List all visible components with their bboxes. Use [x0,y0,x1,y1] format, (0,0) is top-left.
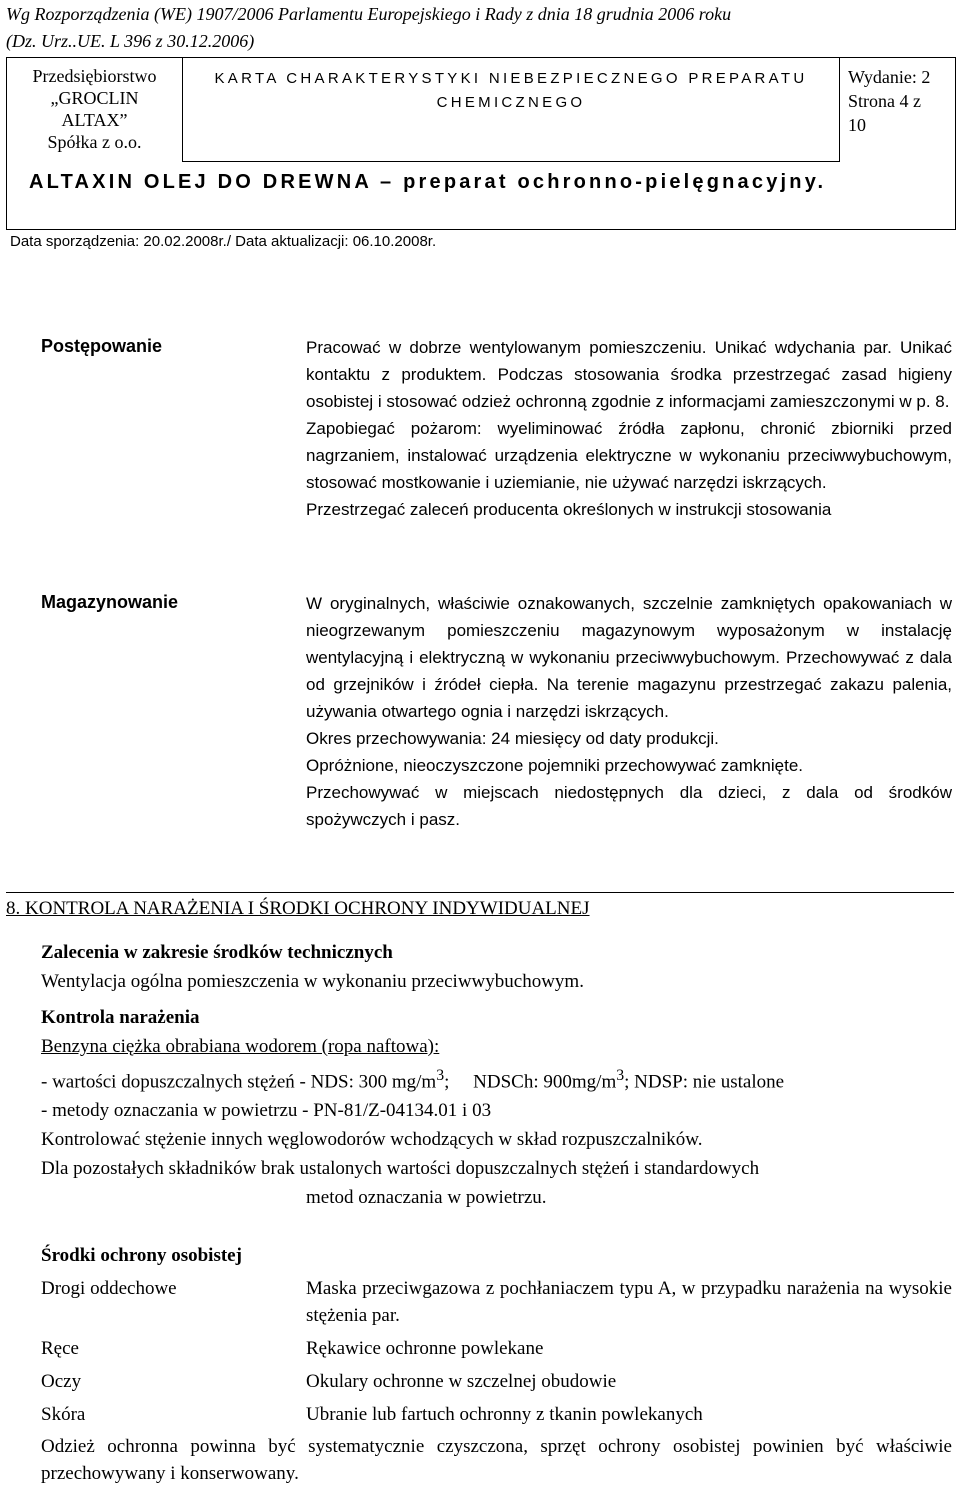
storage-paragraph: Okres przechowywania: 24 miesięcy od daty produkcji. [306,729,719,748]
storage-label: Magazynowanie [41,592,179,612]
storage-paragraph: W oryginalnych, właściwie oznakowanych, szczelnie zamkniętych opakowaniach w nieogrzewanym pomieszczeniu magazynowym wyposażonym w instalację wentylacyjną i elektryczną w wykonaniu przeciwwybuchowym. Przechowywać z dala od grzejników i źródeł ciepła. Na terenie magazynu przestrzegać zakazu palenia, używania otwartego ognia i narzędzi iskrzących. [306,594,952,721]
closing-note-text: Odzież ochronna powinna być systematycznie czyszczona, sprzęt ochrony osobistej powinien być właściwie przechowywany i konserwowany. [41,1436,952,1484]
exposure-control-heading: Kontrola narażenia [41,1007,200,1028]
limits-ndsch: ; NDSCh: 900mg/m [444,1071,617,1093]
ppe-label: Skóra [41,1404,86,1425]
ppe-label: Oczy [41,1371,82,1392]
document-header-box [6,57,956,230]
document-title-line: KARTA CHARAKTERYSTYKI NIEBEZPIECZNEGO PREPARATU [214,70,808,87]
control-note: Kontrolować stężenie innych węglowodorów wchodzących w skład rozpuszczalników. [41,1129,703,1151]
document-dates: Data sporządzenia: 20.02.2008r./ Data aktualizacji: 06.10.2008r. [10,233,437,250]
product-name-description: – preparat ochronno-pielęgnacyjny. [380,171,827,193]
technical-measures-heading: Zalecenia w zakresie środków technicznych [41,942,393,963]
ppe-value: Ubranie lub fartuch ochronny z tkanin powlekanych [306,1404,703,1425]
unit-superscript: 3 [436,1067,445,1084]
regulation-journal: (Dz. Urz..UE. L 396 z 30.12.2006) [6,31,255,51]
storage-text [306,590,952,833]
company-name [7,58,183,162]
handling-paragraph: Pracować w dobrze wentylowanym pomieszczeniu. Unikać wdychania par. Unikać kontaktu z produktem. Podczas stosowania środka przestrzegać zasad higieny osobistej i stosować odzież ochronną zgodnie z informacjami zamieszczonymi w p. 8. [306,338,952,411]
ppe-label: Ręce [41,1338,79,1359]
issue-info [840,58,955,162]
page-number: Strona 4 z [848,91,921,111]
exposure-limits [41,1061,952,1096]
unit-superscript: 3 [616,1067,625,1084]
regulation-reference: Wg Rozporządzenia (WE) 1907/2006 Parlamentu Europejskiego i Rady z dnia 18 grudnia 2006 roku [6,4,732,24]
document-title [183,58,840,162]
handling-paragraph: Zapobiegać pożarom: wyeliminować źródła zapłonu, chronić zbiorniki przed nagrzaniem, instalować urządzenia elektryczne w wykonaniu przeciwwybuchowym, stosować mostkowanie i uziemianie, nie używać narzędzi iskrzących. [306,419,952,492]
other-components-note [41,1154,952,1212]
handling-label: Postępowanie [41,336,163,356]
technical-measures-text: Wentylacja ogólna pomieszczenia w wykonaniu przeciwwybuchowym. [41,971,584,992]
ppe-value: Rękawice ochronne powlekane [306,1338,544,1359]
company-line: Spółka z o.o. [47,132,142,152]
ppe-heading: Środki ochrony osobistej [41,1245,242,1266]
document-title-line: CHEMICZNEGO [436,94,586,111]
product-name [29,171,826,194]
company-line: Przedsiębiorstwo [32,66,157,86]
technical-measures [41,938,952,996]
limits-nds: - wartości dopuszczalnych stężeń - NDS: 300 mg/m [41,1071,437,1093]
handling-text [306,334,952,523]
company-line: ALTAX” [61,110,128,130]
substance-name: Benzyna ciężka obrabiana wodorem (ropa naftowa): [41,1036,440,1057]
ppe-value: Maska przeciwgazowa z pochłaniaczem typu A, w przypadku narażenia na wysokie stężenia par. [306,1278,952,1326]
storage-paragraph: Opróżnione, nieoczyszczone pojemniki przechowywać zamknięte. [306,756,804,775]
section-8-title: 8. KONTROLA NARAŻENIA I ŚRODKI OCHRONY INDYWIDUALNEJ [6,898,590,919]
storage-paragraph: Przechowywać w miejscach niedostępnych dla dzieci, z dala od środków spożywczych i pasz. [306,783,952,829]
issue-number: Wydanie: 2 [848,67,931,87]
section-divider [6,892,954,893]
closing-note [41,1433,952,1487]
exposure-control [41,1003,952,1212]
limits-ndsp: ; NDSP: nie ustalone [624,1071,785,1093]
ppe-heading-block [41,1241,952,1270]
measurement-methods: - metody oznaczania w powietrzu - PN-81/Z-04134.01 i 03 [41,1100,492,1122]
handling-paragraph: Przestrzegać zaleceń producenta określonych w instrukcji stosowania [306,500,832,519]
other-components-line: metod oznaczania w powietrzu. [306,1187,547,1209]
page-total: 10 [848,115,866,135]
ppe-label: Drogi oddechowe [41,1278,177,1299]
other-components-line: Dla pozostałych składników brak ustalonych wartości dopuszczalnych stężeń i standardowych [41,1158,760,1180]
ppe-value: Okulary ochronne w szczelnej obudowie [306,1371,617,1392]
company-line: „GROCLIN [50,88,139,108]
product-name-main: ALTAXIN OLEJ DO DREWNA [29,171,372,193]
